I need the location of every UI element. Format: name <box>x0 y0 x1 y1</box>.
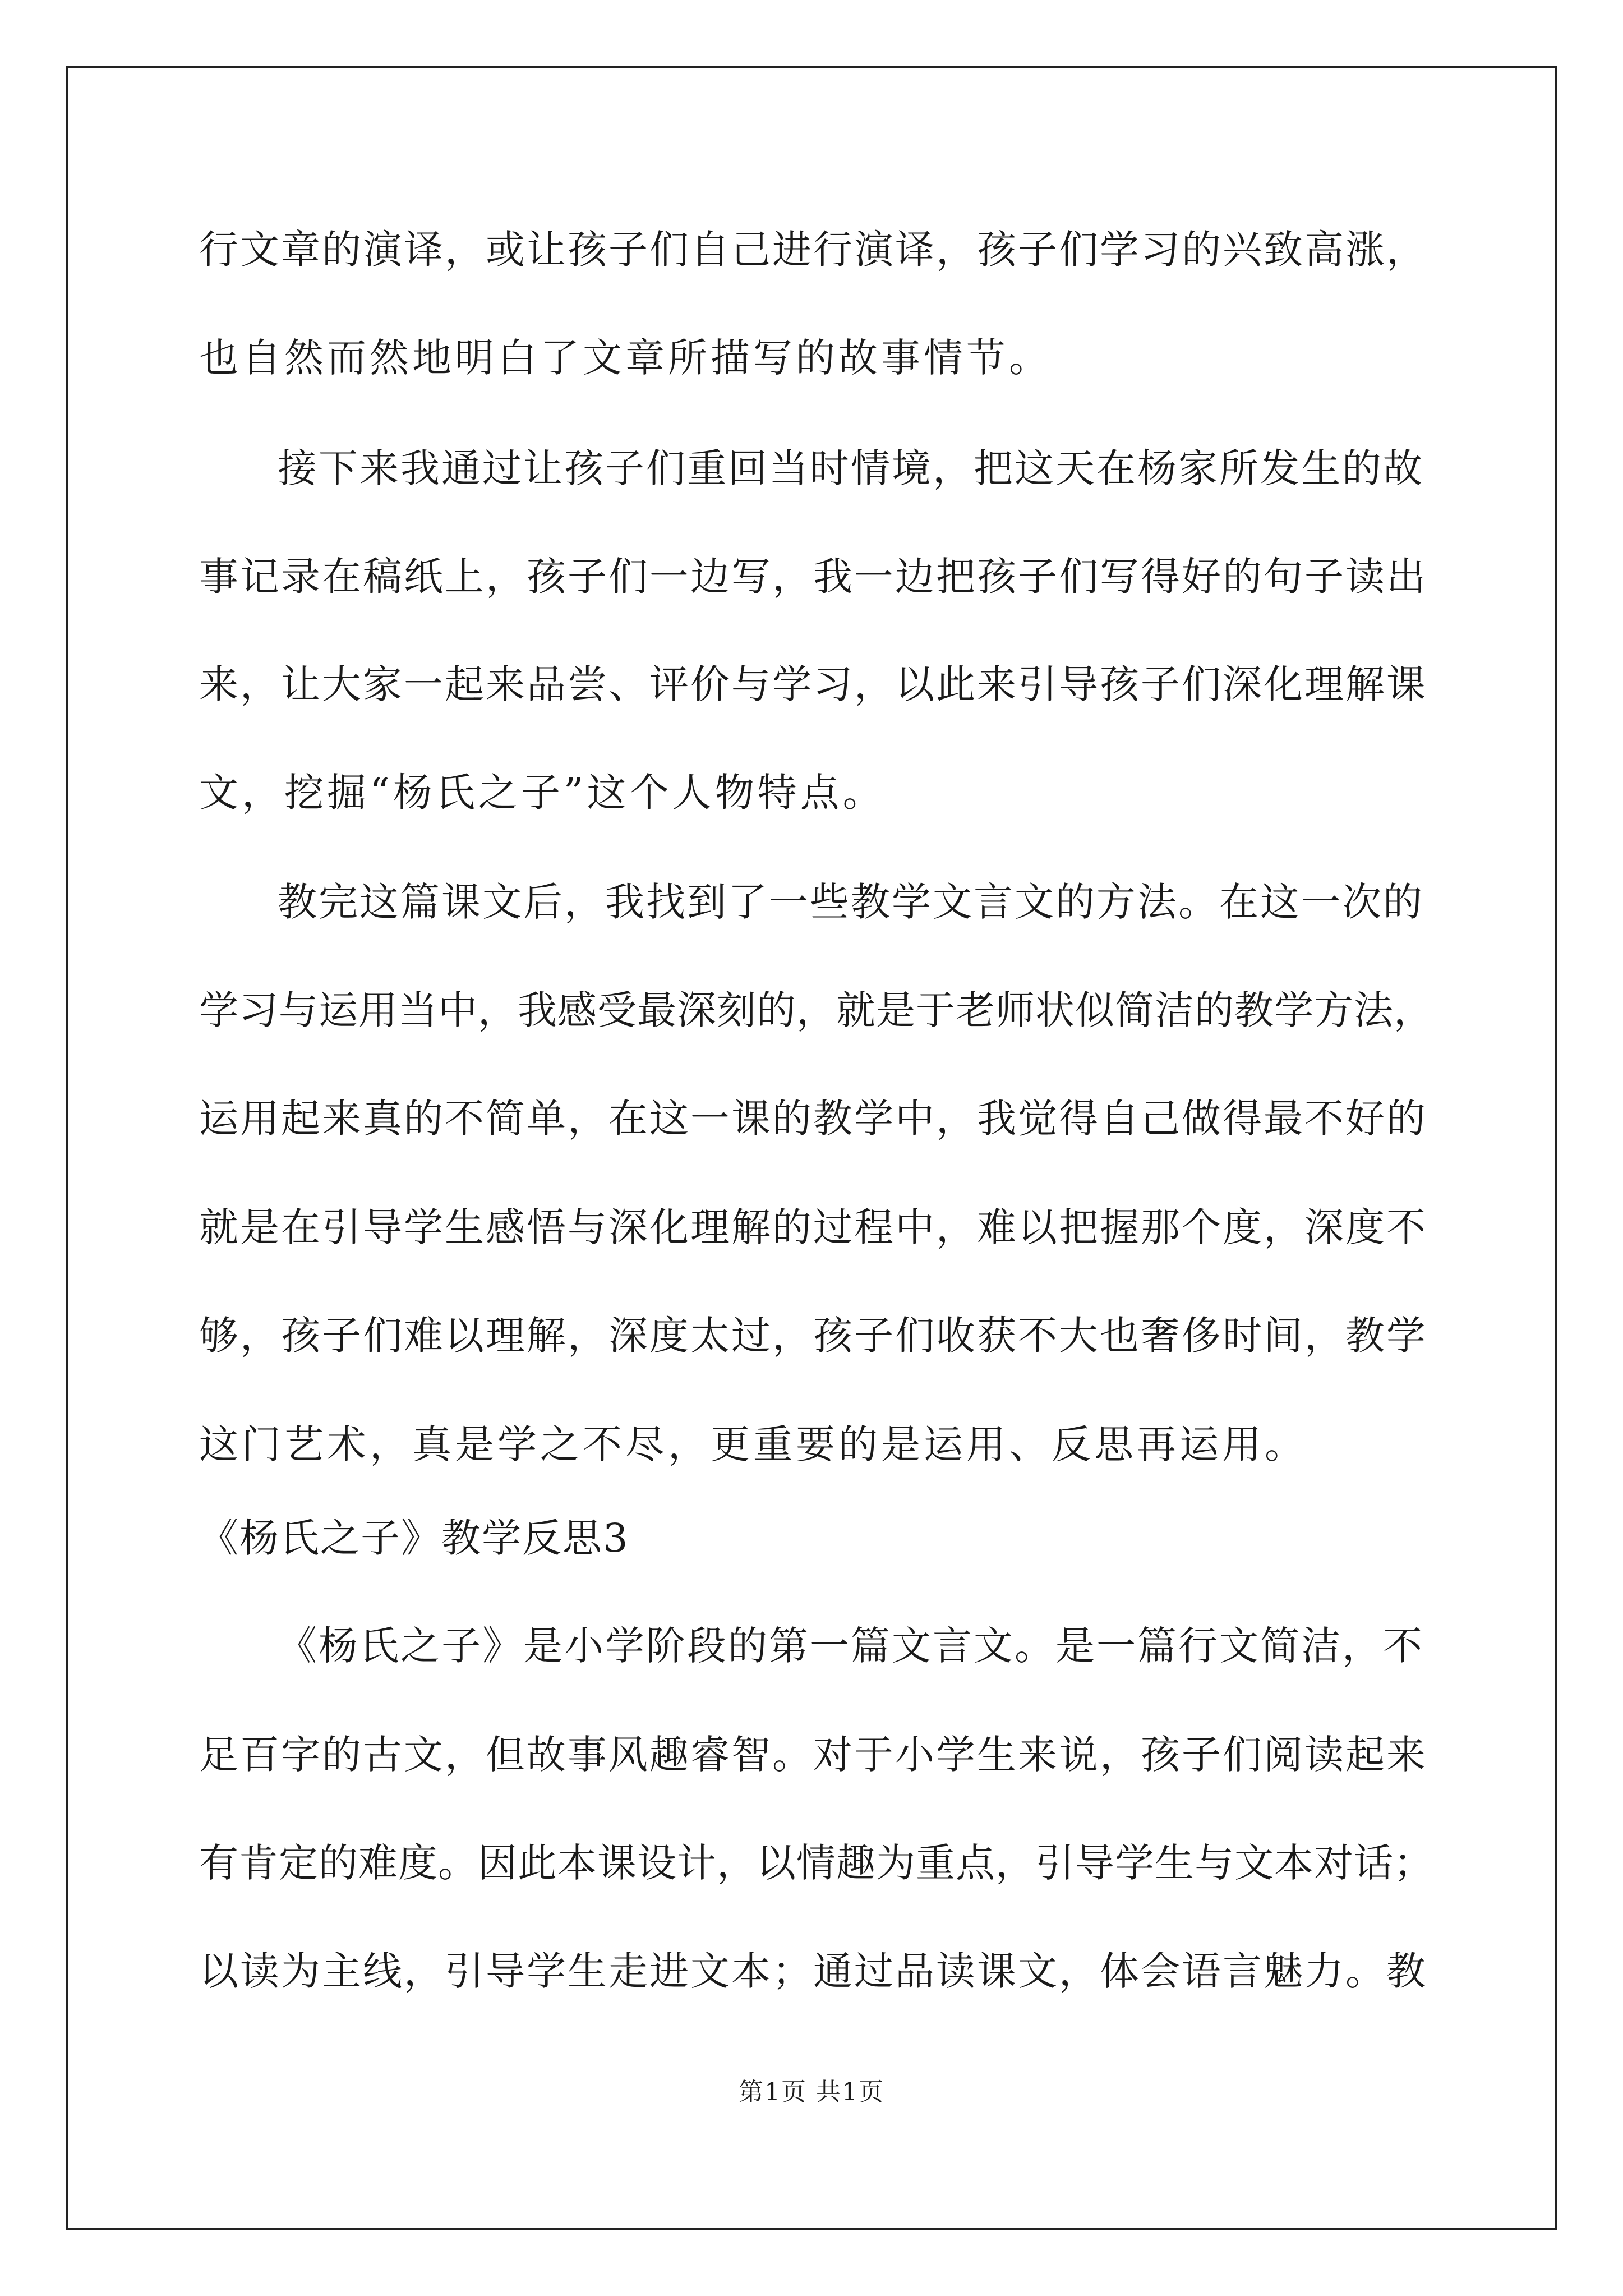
paragraph-line: 以读为主线，引导学生走进文本；通过品读课文，体会语言魅力。教 <box>199 1948 1427 1994</box>
paragraph-line: 接下来我通过让孩子们重回当时情境，把这天在杨家所发生的故 <box>278 445 1424 491</box>
paragraph-line: 运用起来真的不简单，在这一课的教学中，我觉得自己做得最不好的 <box>199 1096 1427 1142</box>
paragraph-line: 来，让大家一起来品尝、评价与学习，以此来引导孩子们深化理解课 <box>199 661 1427 707</box>
page-footer: 第1页 共1页 <box>739 2078 884 2106</box>
page-border <box>66 66 1557 2230</box>
paragraph-line: 够，孩子们难以理解，深度太过，孩子们收获不大也奢侈时间，教学 <box>199 1313 1427 1359</box>
paragraph-line: 行文章的演译，或让孩子们自己进行演译，孩子们学习的兴致高涨， <box>199 227 1427 273</box>
paragraph-line: 有肯定的难度。因此本课设计，以情趣为重点，引导学生与文本对话； <box>199 1840 1433 1886</box>
paragraph-line: 事记录在稿纸上，孩子们一边写，我一边把孩子们写得好的句子读出 <box>199 554 1427 600</box>
paragraph-line: 也自然而然地明白了文章所描写的故事情节。 <box>199 335 1052 381</box>
paragraph-line: 文，挖掘“杨氏之子”这个人物特点。 <box>199 770 886 816</box>
paragraph-line: 教完这篇课文后，我找到了一些教学文言文的方法。在这一次的 <box>278 879 1424 925</box>
section-title: 《杨氏之子》教学反思3 <box>199 1515 629 1561</box>
paragraph-line: 学习与运用当中，我感受最深刻的，就是于老师状似简洁的教学方法， <box>199 987 1433 1033</box>
paragraph-line: 《杨氏之子》是小学阶段的第一篇文言文。是一篇行文简洁，不 <box>278 1623 1424 1669</box>
paragraph-line: 这门艺术，真是学之不尽，更重要的是运用、反思再运用。 <box>199 1421 1307 1467</box>
paragraph-line: 就是在引导学生感悟与深化理解的过程中，难以把握那个度，深度不 <box>199 1204 1427 1250</box>
paragraph-line: 足百字的古文，但故事风趣睿智。对于小学生来说，孩子们阅读起来 <box>199 1732 1427 1778</box>
